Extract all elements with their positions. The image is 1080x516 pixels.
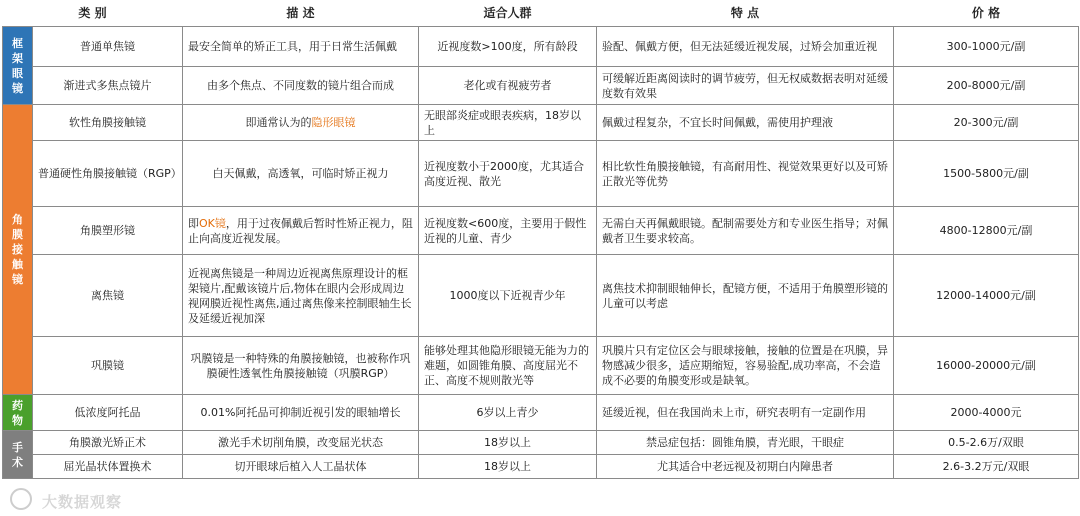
- item-audience: 能够处理其他隐形眼镜无能为力的难题，如圆锥角膜、高度屈光不正、高度不规则散光等: [419, 337, 597, 395]
- table-row: [3, 27, 1079, 67]
- table-row: [3, 255, 1079, 337]
- table-row: [3, 337, 1079, 395]
- item-feature: 可缓解近距离阅读时的调节疲劳，但无权威数据表明对延缓度数有效果: [597, 67, 894, 105]
- item-name: 屈光晶状体置换术: [33, 455, 183, 479]
- item-audience: 18岁以上: [419, 455, 597, 479]
- item-feature: 佩戴过程复杂，不宜长时间佩戴，需使用护理液: [597, 105, 894, 141]
- watermark-logo-icon: [10, 488, 32, 510]
- item-price: 200-8000元/副: [894, 67, 1079, 105]
- item-feature: 相比软性角膜接触镜，有高耐用性、视觉效果更好以及可矫正散光等优势: [597, 141, 894, 207]
- item-feature: 巩膜片只有定位区会与眼球接触，接触的位置是在巩膜，异物感减少很多，适应期缩短，容易验配,成功率高，不会造成不必要的角膜变形或是缺氧。: [597, 337, 894, 395]
- item-description: 最安全简单的矫正工具，用于日常生活佩戴: [183, 27, 419, 67]
- item-description: 0.01%阿托品可抑制近视引发的眼轴增长: [183, 395, 419, 431]
- table-row: [3, 67, 1079, 105]
- header-price: 价 格: [894, 0, 1079, 27]
- item-description: 近视离焦镜是一种周边近视离焦原理设计的框架镜片,配戴该镜片后,物体在眼内会形成周边视网膜近视性离焦,通过离焦像来控制眼轴生长及延缓近视加深: [183, 255, 419, 337]
- item-description: 即OK镜，用于过夜佩戴后暂时性矫正视力，阻止向高度近视发展。: [183, 207, 419, 255]
- header-description: 描 述: [183, 0, 419, 27]
- highlight-text: OK镜: [199, 216, 226, 230]
- item-name: 离焦镜: [33, 255, 183, 337]
- item-feature: 无需白天再佩戴眼镜。配制需要处方和专业医生指导；对佩戴者卫生要求较高。: [597, 207, 894, 255]
- table-row: [3, 105, 1079, 141]
- item-audience: 近视度数小于2000度，尤其适合高度近视、散光: [419, 141, 597, 207]
- item-price: 0.5-2.6万/双眼: [894, 431, 1079, 455]
- item-name: 普通硬性角膜接触镜（RGP）: [33, 141, 183, 207]
- table-row: [3, 207, 1079, 255]
- category-surgery: 手术: [3, 431, 33, 479]
- item-audience: 6岁以上青少: [419, 395, 597, 431]
- item-feature: 禁忌症包括：圆锥角膜，青光眼，干眼症: [597, 431, 894, 455]
- table-row: [3, 395, 1079, 431]
- item-feature: 延缓近视，但在我国尚未上市，研究表明有一定副作用: [597, 395, 894, 431]
- item-feature: 离焦技术抑制眼轴伸长，配镜方便，不适用于角膜塑形镜的儿童可以考虑: [597, 255, 894, 337]
- watermark: [2, 470, 162, 516]
- item-price: 20-300元/副: [894, 105, 1079, 141]
- item-feature: 尤其适合中老远视及初期白内障患者: [597, 455, 894, 479]
- item-feature: 验配、佩戴方便，但无法延缓近视发展，过矫会加重近视: [597, 27, 894, 67]
- item-name: 软性角膜接触镜: [33, 105, 183, 141]
- item-audience: 1000度以下近视青少年: [419, 255, 597, 337]
- category-contact-lens: 角膜接触镜: [3, 105, 33, 395]
- item-audience: 老化或有视疲劳者: [419, 67, 597, 105]
- item-description: 由多个焦点、不同度数的镜片组合而成: [183, 67, 419, 105]
- item-price: 4800-12800元/副: [894, 207, 1079, 255]
- item-description: 巩膜镜是一种特殊的角膜接触镜，也被称作巩膜硬性透氧性角膜接触镜（巩膜RGP）: [183, 337, 419, 395]
- table-row: [3, 141, 1079, 207]
- category-medicine: 药物: [3, 395, 33, 431]
- item-price: 12000-14000元/副: [894, 255, 1079, 337]
- item-description: 白天佩戴，高透氧，可临时矫正视力: [183, 141, 419, 207]
- item-price: 16000-20000元/副: [894, 337, 1079, 395]
- item-audience: 无眼部炎症或眼表疾病，18岁以上: [419, 105, 597, 141]
- comparison-grid: [2, 0, 1079, 479]
- header-category: 类 别: [3, 0, 183, 27]
- table-row: [3, 431, 1079, 455]
- item-name: 角膜激光矫正术: [33, 431, 183, 455]
- item-name: 渐进式多焦点镜片: [33, 67, 183, 105]
- item-price: 2000-4000元: [894, 395, 1079, 431]
- item-audience: 近视度数<600度，主要用于假性近视的儿童、青少: [419, 207, 597, 255]
- watermark-text: 大数据观察: [42, 493, 123, 511]
- item-price: 2.6-3.2万元/双眼: [894, 455, 1079, 479]
- item-audience: 近视度数>100度，所有龄段: [419, 27, 597, 67]
- item-name: 角膜塑形镜: [33, 207, 183, 255]
- item-audience: 18岁以上: [419, 431, 597, 455]
- item-price: 1500-5800元/副: [894, 141, 1079, 207]
- item-price: 300-1000元/副: [894, 27, 1079, 67]
- item-description: 激光手术切削角膜，改变屈光状态: [183, 431, 419, 455]
- item-name: 普通单焦镜: [33, 27, 183, 67]
- header-row: [3, 0, 1079, 27]
- header-feature: 特 点: [597, 0, 894, 27]
- item-description: 切开眼球后植入人工晶状体: [183, 455, 419, 479]
- highlight-text: 隐形眼镜: [311, 116, 356, 129]
- category-frame-glasses: 框架眼镜: [3, 27, 33, 105]
- item-name: 低浓度阿托品: [33, 395, 183, 431]
- item-description: 即通常认为的隐形眼镜: [183, 105, 419, 141]
- item-name: 巩膜镜: [33, 337, 183, 395]
- header-audience: 适合人群: [419, 0, 597, 27]
- table-row: [3, 455, 1079, 479]
